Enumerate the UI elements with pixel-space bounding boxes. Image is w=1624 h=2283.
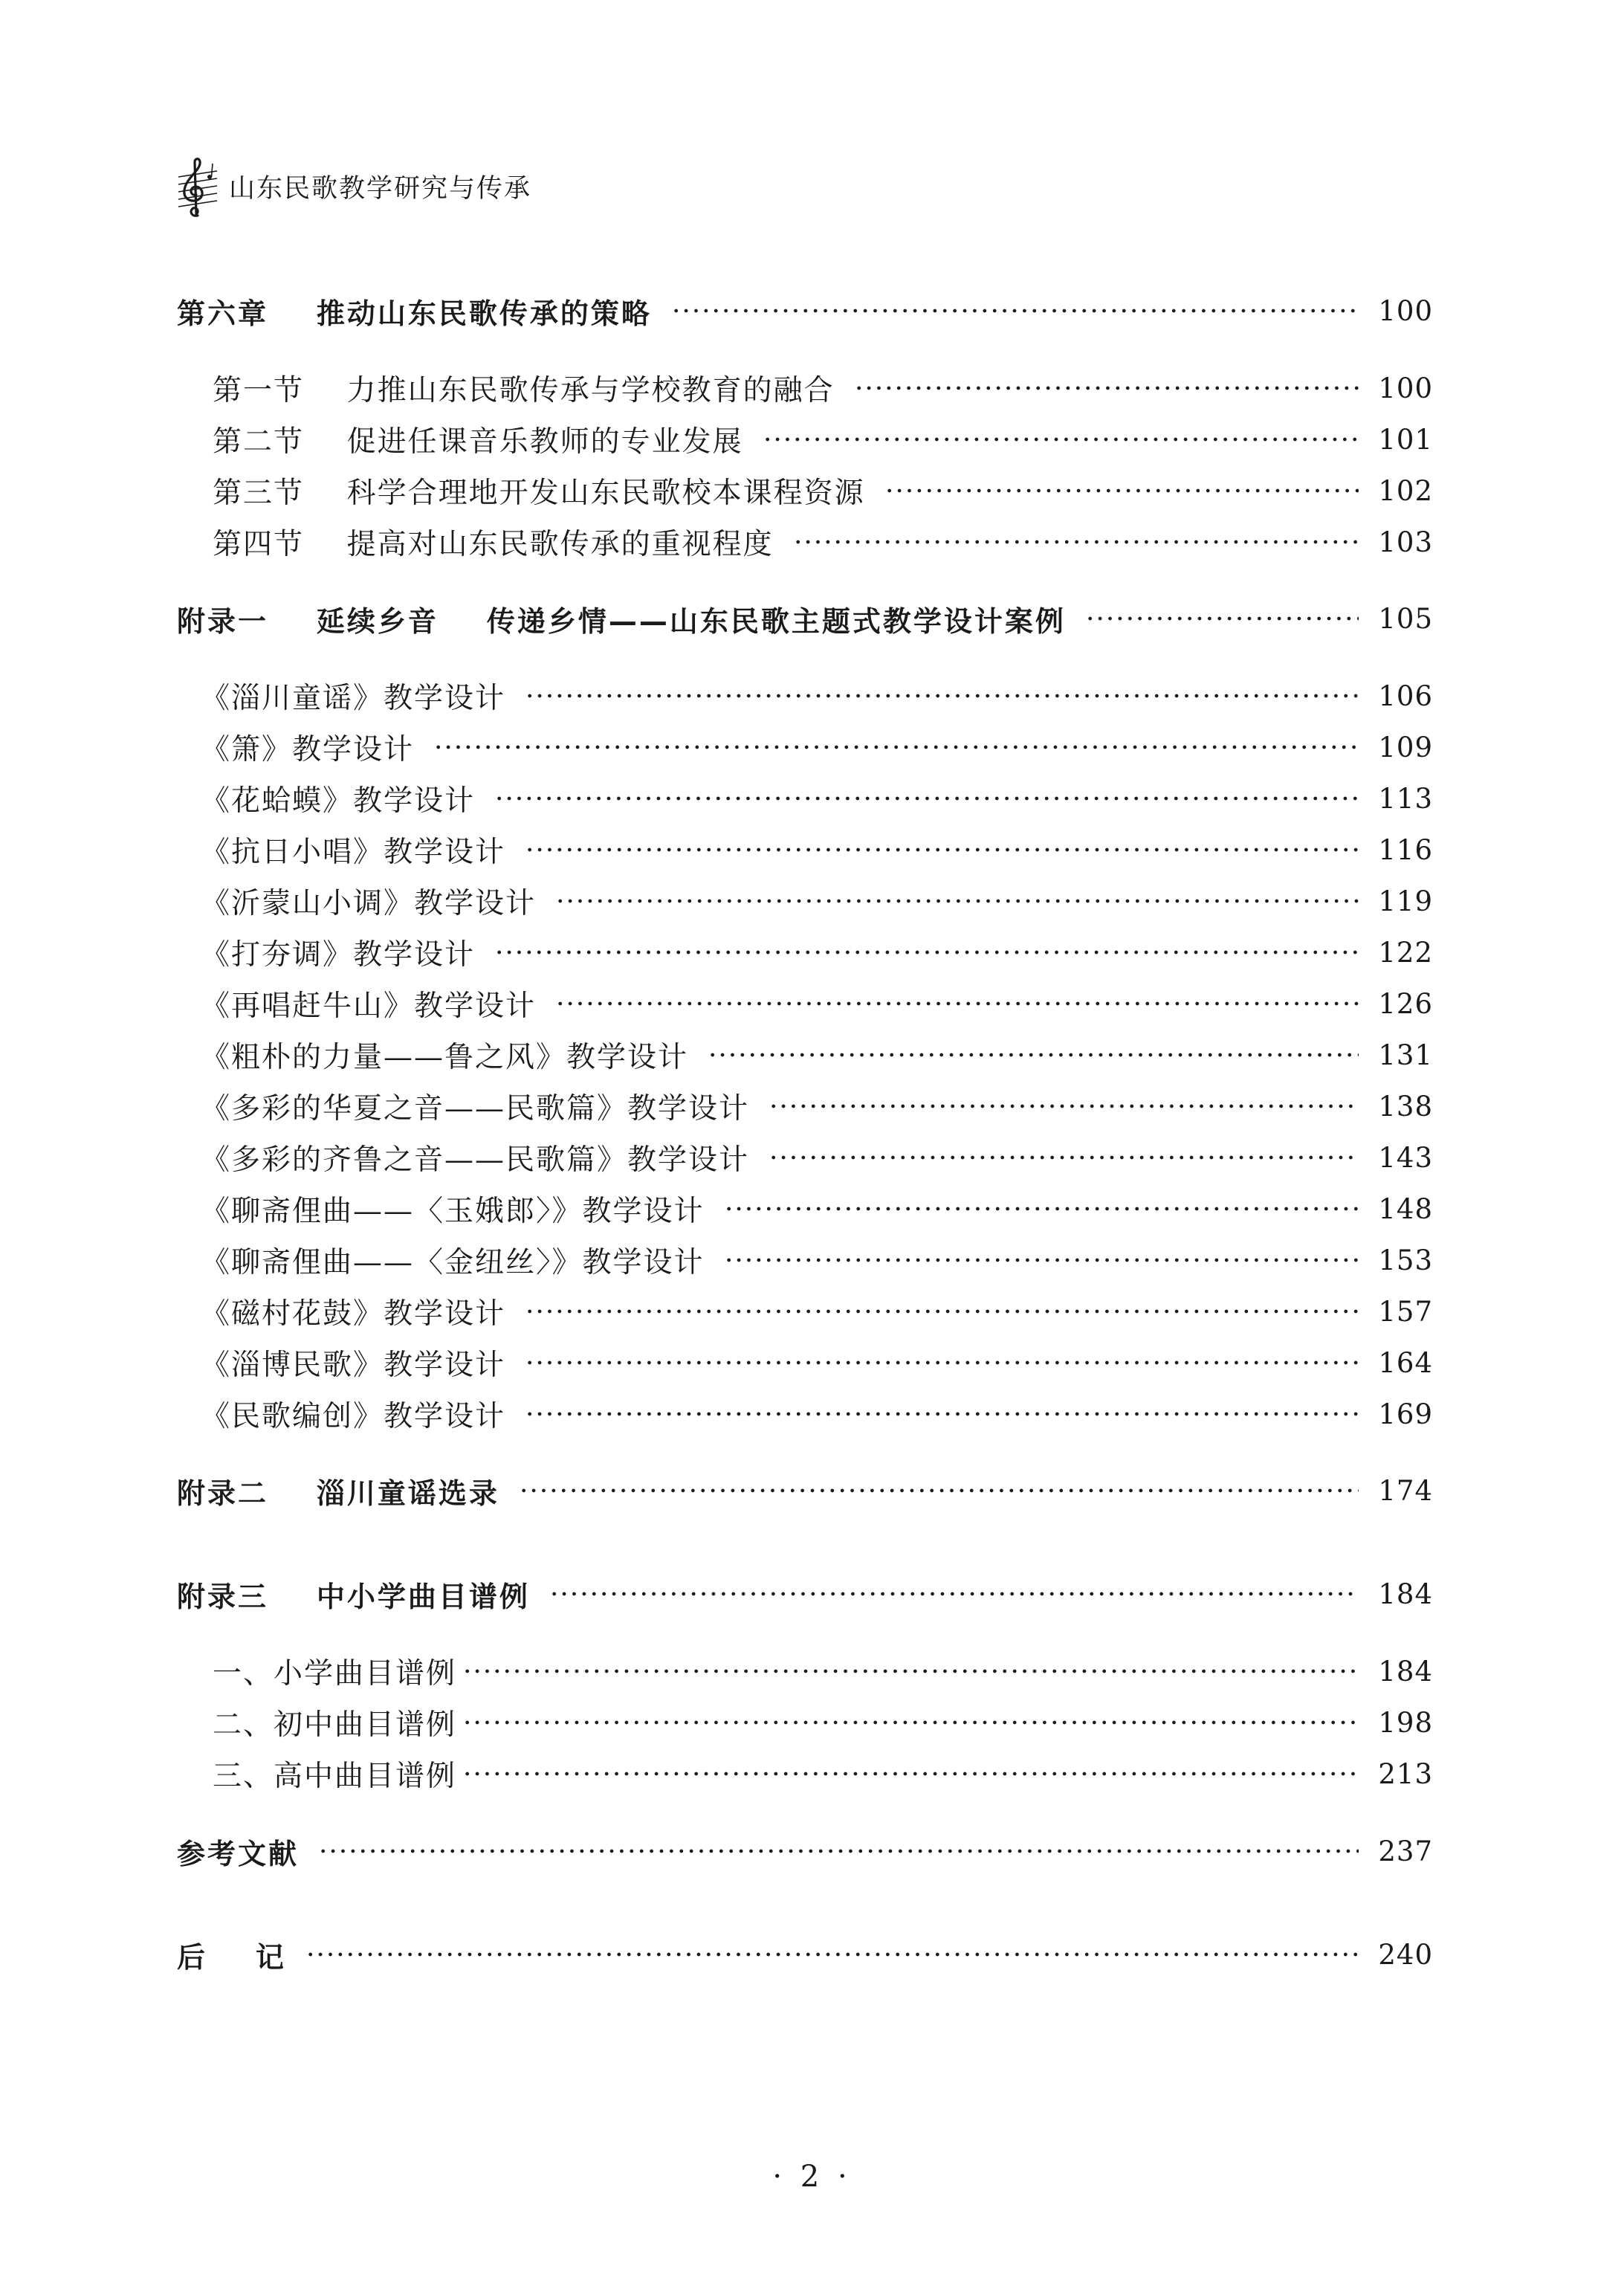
toc-entry-page: 143 xyxy=(1378,1141,1433,1174)
toc-entry-page: 116 xyxy=(1378,833,1433,866)
toc-entry-label: 《再唱赶牛山》教学设计 xyxy=(201,989,537,1023)
toc-entry-label: 《沂蒙山小调》教学设计 xyxy=(201,887,537,920)
toc-entry-section[interactable] xyxy=(0,776,1433,821)
leader-dots xyxy=(769,1103,1359,1109)
toc-entry-section[interactable] xyxy=(0,1238,1433,1282)
leader-dots xyxy=(763,436,1359,442)
leader-dots xyxy=(318,1848,1359,1854)
toc-entry-label: 《磁村花鼓》教学设计 xyxy=(201,1297,506,1331)
toc-entry-section[interactable] xyxy=(0,827,1433,872)
leader-dots xyxy=(462,1719,1359,1725)
toc-entry-label: 附录二 淄川童谣选录 xyxy=(177,1476,499,1510)
toc-entry-page: 153 xyxy=(1378,1244,1433,1276)
toc-entry-section[interactable] xyxy=(0,674,1433,718)
toc-entry-label: 《淄博民歌》教学设计 xyxy=(201,1349,506,1382)
toc-entry-section[interactable] xyxy=(0,1186,1433,1231)
leader-dots xyxy=(525,1411,1359,1417)
toc-entry-page: 138 xyxy=(1378,1090,1433,1123)
leader-dots xyxy=(1085,616,1359,621)
leader-dots xyxy=(494,795,1359,801)
leader-dots xyxy=(671,308,1359,314)
toc-entry-section[interactable] xyxy=(0,1751,1433,1796)
toc-entry-page: 102 xyxy=(1378,474,1433,507)
leader-dots xyxy=(724,1257,1359,1263)
toc-entry-label: 附录三 中小学曲目谱例 xyxy=(177,1580,530,1613)
toc-entry-section[interactable] xyxy=(0,981,1433,1026)
toc-entry-page: 174 xyxy=(1378,1474,1433,1507)
toc-entry-label: 第二节 促进任课音乐教师的专业发展 xyxy=(213,425,743,459)
leader-dots xyxy=(525,1360,1359,1366)
leader-dots xyxy=(724,1206,1359,1212)
toc-entry-appendix-2[interactable] xyxy=(0,1468,1433,1513)
toc-entry-label: 二、初中曲目谱例 xyxy=(213,1708,457,1742)
toc-entry-label: 《打夯调》教学设计 xyxy=(201,938,476,972)
toc-entry-section[interactable] xyxy=(0,930,1433,975)
toc-entry-page: 157 xyxy=(1378,1295,1433,1328)
toc-entry-label: 一、小学曲目谱例 xyxy=(213,1657,457,1691)
toc-entry-page: 122 xyxy=(1378,936,1433,969)
toc-entry-section[interactable] xyxy=(0,1392,1433,1436)
toc-entry-section[interactable] xyxy=(0,1649,1433,1693)
toc-entry-label: 附录一 延续乡音 传递乡情——山东民歌主题式教学设计案例 xyxy=(177,604,1066,638)
toc-entry-page: 184 xyxy=(1378,1578,1433,1610)
toc-entry-label: 第一节 力推山东民歌传承与学校教育的融合 xyxy=(213,374,835,407)
toc-entry-page: 101 xyxy=(1378,423,1433,456)
toc-entry-page: 106 xyxy=(1378,679,1433,712)
toc-entry-page: 109 xyxy=(1378,731,1433,763)
header-title: 山东民歌教学研究与传承 xyxy=(229,174,532,204)
leader-dots xyxy=(305,1951,1359,1957)
leader-dots xyxy=(494,949,1359,955)
toc-entry-label: 《民歌编创》教学设计 xyxy=(201,1400,506,1433)
toc-entry-page: 100 xyxy=(1378,372,1433,404)
leader-dots xyxy=(884,488,1359,494)
toc-entry-label: 第三节 科学合理地开发山东民歌校本课程资源 xyxy=(213,477,865,510)
toc-entry-page: 105 xyxy=(1378,602,1433,635)
toc-entry-label: 第六章 推动山东民歌传承的策略 xyxy=(177,297,652,330)
toc-entry-page: 213 xyxy=(1378,1757,1433,1790)
leader-dots xyxy=(854,385,1359,391)
toc-entry-section[interactable] xyxy=(0,520,1433,564)
toc-entry-label: 《聊斋俚曲——〈金纽丝〉》教学设计 xyxy=(201,1246,705,1279)
leader-dots xyxy=(462,1771,1359,1777)
toc-entry-page: 148 xyxy=(1378,1192,1433,1225)
toc-entry-chapter-6[interactable] xyxy=(0,288,1433,333)
toc-entry-label: 《抗日小唱》教学设计 xyxy=(201,836,506,869)
toc-entry-label: 《多彩的华夏之音——民歌篇》教学设计 xyxy=(201,1092,750,1126)
leader-dots xyxy=(525,1308,1359,1314)
toc-entry-label: 后 记 xyxy=(177,1940,286,1974)
toc-entry-label: 参考文献 xyxy=(177,1837,300,1870)
leader-dots xyxy=(462,1668,1359,1674)
toc-entry-afterword[interactable] xyxy=(0,1932,1433,1977)
leader-dots xyxy=(555,898,1359,904)
leader-dots xyxy=(549,1591,1359,1597)
toc-entry-appendix-1[interactable] xyxy=(0,596,1433,641)
toc-entry-references[interactable] xyxy=(0,1829,1433,1873)
toc-entry-page: 240 xyxy=(1378,1938,1433,1971)
toc-entry-page: 103 xyxy=(1378,526,1433,558)
toc-entry-section[interactable] xyxy=(0,417,1433,462)
leader-dots xyxy=(793,539,1359,545)
toc-entry-page: 100 xyxy=(1378,294,1433,327)
toc-entry-section[interactable] xyxy=(0,468,1433,513)
toc-entry-section[interactable] xyxy=(0,1033,1433,1077)
toc-entry-section[interactable] xyxy=(0,366,1433,410)
toc-entry-appendix-3[interactable] xyxy=(0,1572,1433,1616)
toc-entry-page: 126 xyxy=(1378,987,1433,1020)
toc-entry-section[interactable] xyxy=(0,1289,1433,1334)
toc-entry-page: 169 xyxy=(1378,1398,1433,1430)
toc-entry-page: 184 xyxy=(1378,1655,1433,1688)
toc-entry-section[interactable] xyxy=(0,879,1433,923)
toc-entry-page: 113 xyxy=(1378,782,1433,815)
leader-dots xyxy=(519,1488,1359,1494)
toc-entry-section[interactable] xyxy=(0,1700,1433,1745)
toc-entry-label: 《箫》教学设计 xyxy=(201,733,415,766)
toc-entry-label: 《多彩的齐鲁之音——民歌篇》教学设计 xyxy=(201,1143,750,1177)
toc-entry-page: 119 xyxy=(1378,885,1433,917)
leader-dots xyxy=(525,847,1359,853)
toc-entry-label: 三、高中曲目谱例 xyxy=(213,1760,457,1793)
toc-entry-label: 《淄川童谣》教学设计 xyxy=(201,682,506,715)
toc-entry-label: 《粗朴的力量——鲁之风》教学设计 xyxy=(201,1041,689,1074)
leader-dots xyxy=(433,744,1359,750)
toc-entry-section[interactable] xyxy=(0,1084,1433,1128)
toc-entry-page: 131 xyxy=(1378,1039,1433,1071)
toc-entry-section[interactable] xyxy=(0,1340,1433,1385)
leader-dots xyxy=(555,1001,1359,1007)
leader-dots xyxy=(708,1052,1359,1058)
toc-entry-section[interactable] xyxy=(0,725,1433,769)
toc-entry-page: 198 xyxy=(1378,1706,1433,1739)
leader-dots xyxy=(769,1155,1359,1160)
toc-entry-label: 《花蛤蟆》教学设计 xyxy=(201,784,476,818)
toc-entry-page: 164 xyxy=(1378,1346,1433,1379)
leader-dots xyxy=(525,693,1359,699)
toc-entry-section[interactable] xyxy=(0,1135,1433,1180)
toc-entry-label: 《聊斋俚曲——〈玉娥郎〉》教学设计 xyxy=(201,1195,705,1228)
toc-entry-page: 237 xyxy=(1378,1835,1433,1867)
toc-entry-label: 第四节 提高对山东民歌传承的重视程度 xyxy=(213,528,774,561)
page-number: · 2 · xyxy=(772,2160,852,2194)
